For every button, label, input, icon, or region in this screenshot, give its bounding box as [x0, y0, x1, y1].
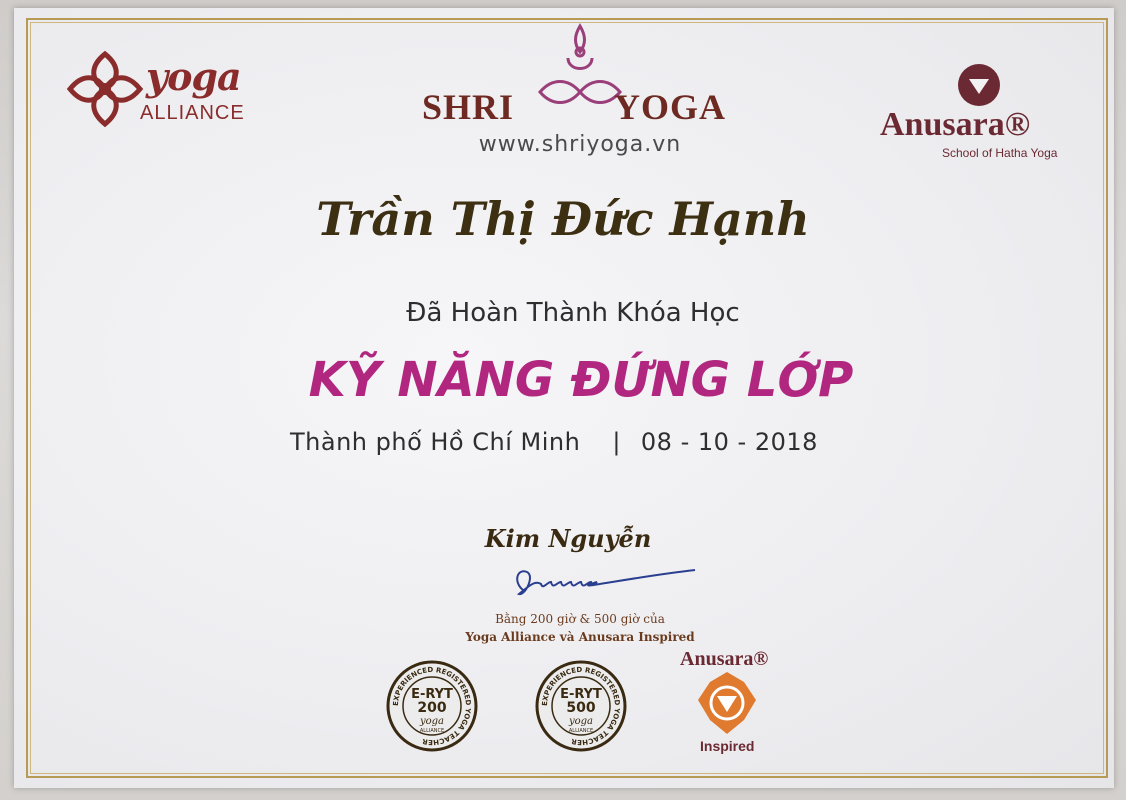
separator: | — [612, 428, 621, 456]
seal-500-brand: yoga — [568, 716, 594, 727]
shri-wordmark: SHRI — [422, 87, 515, 127]
seal-500-hours: 500 — [566, 700, 596, 716]
date: 08 - 10 - 2018 — [640, 428, 818, 456]
yoga-alliance-wordmark: yoga — [146, 54, 241, 99]
heart-circle-icon — [956, 62, 1002, 108]
shri-yoga-url: www.shriyoga.vn — [478, 132, 682, 157]
credential-line-1: Bằng 200 giờ & 500 giờ của — [495, 612, 665, 626]
e-ryt-500-seal — [535, 660, 627, 752]
recipient-name: Trần Thị Đức Hạnh — [316, 192, 810, 246]
handwritten-signature — [505, 560, 700, 610]
infinity-lotus-icon — [538, 22, 622, 108]
anusara-inspired-label: Inspired — [700, 738, 755, 754]
seal-200-brand-sub: ALLIANCE — [419, 728, 445, 734]
course-title: KỸ NĂNG ĐỨNG LỚP — [308, 352, 854, 408]
seal-200-ring-text: EXPERIENCED REGISTERED YOGA TEACHER — [391, 665, 473, 747]
credential-line-2: Yoga Alliance và Anusara Inspired — [465, 630, 695, 644]
signer-name: Kim Nguyễn — [484, 524, 652, 553]
yoga-alliance-logo — [62, 46, 262, 136]
seal-200-hours: 200 — [417, 700, 447, 716]
anusara-logo — [880, 62, 1080, 172]
seal-500-brand-sub: ALLIANCE — [568, 728, 594, 734]
anusara-inspired-wordmark: Anusara® — [680, 648, 769, 670]
seal-500-label: E-RYT — [560, 687, 602, 702]
lotus-knot-icon — [62, 46, 148, 132]
lotus-heart-icon — [696, 670, 758, 736]
seal-500-ring-text: EXPERIENCED REGISTERED YOGA TEACHER — [540, 665, 622, 747]
place-date-line — [290, 428, 890, 456]
place: Thành phố Hồ Chí Minh — [290, 428, 581, 456]
seal-200-brand: yoga — [419, 716, 445, 727]
shri-yoga-logo — [410, 22, 750, 162]
seal-200-label: E-RYT — [411, 687, 453, 702]
anusara-inspired-badge — [672, 648, 782, 760]
completed-text: Đã Hoàn Thành Khóa Học — [406, 298, 740, 328]
yoga-alliance-subtitle: ALLIANCE — [140, 102, 245, 124]
anusara-wordmark: Anusara® — [880, 106, 1031, 143]
anusara-subtitle: School of Hatha Yoga — [942, 146, 1058, 160]
yoga-wordmark: YOGA — [614, 87, 726, 127]
e-ryt-200-seal — [386, 660, 478, 752]
